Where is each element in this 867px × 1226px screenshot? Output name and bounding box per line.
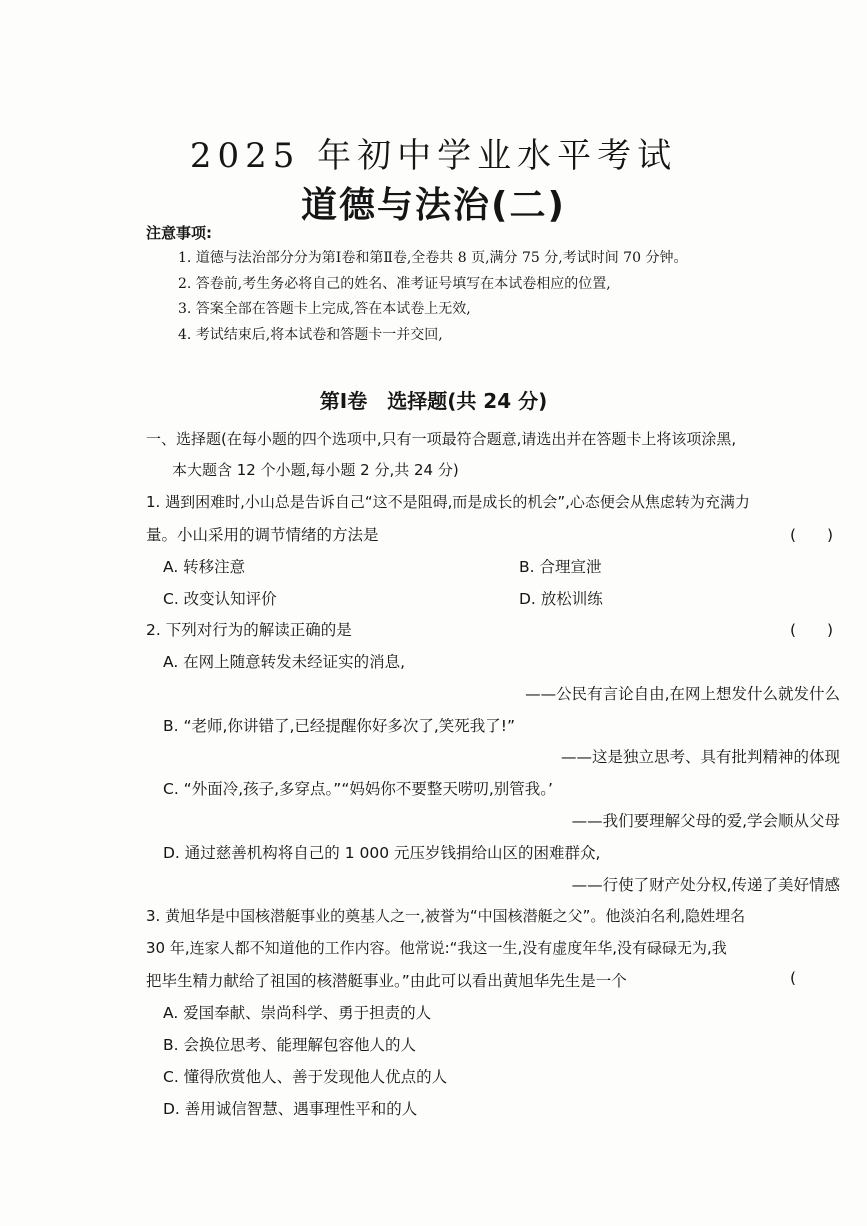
- q2-option-a: A. 在网上随意转发未经证实的消息,: [163, 653, 406, 671]
- q3-option-a: A. 爱国奉献、崇尚科学、勇于担责的人: [163, 1004, 432, 1022]
- notice-list: [178, 246, 838, 348]
- q2-answer-paren: ( ): [790, 621, 834, 639]
- q2-option-d-interpretation: ——行使了财产处分权,传递了美好情感: [571, 876, 840, 894]
- q1-stem-cont: 量。小山采用的调节情绪的方法是: [146, 526, 379, 544]
- q1-stem: 1. 遇到困难时,小山总是告诉自己“这不是阻碍,而是成长的机会”,心态便会从焦虑转为充满力: [146, 493, 750, 511]
- q3-stem-cont1: 30 年,连家人都不知道他的工作内容。他常说:“我这一生,没有虚度年华,没有碌碌无为,我: [146, 939, 727, 957]
- q3-stem-cont2: 把毕生精力献给了祖国的核潜艇事业。”由此可以看出黄旭华先生是一个: [146, 972, 627, 990]
- notice-item: 2. 答卷前,考生务必将自己的姓名、准考证号填写在本试卷相应的位置,: [178, 275, 611, 292]
- q3-option-b: B. 会换位思考、能理解包容他人的人: [163, 1036, 416, 1054]
- q3-answer-paren: (: [790, 969, 797, 987]
- q1-option-d: D. 放松训练: [519, 590, 603, 608]
- q1-answer-paren: ( ): [790, 526, 834, 544]
- notice-heading: 注意事项:: [146, 224, 212, 242]
- q2-option-c: C. “外面冷,孩子,多穿点。”“妈妈你不要整天唠叨,别管我。’: [163, 780, 553, 798]
- section-title: 第Ⅰ卷 选择题(共 24 分): [319, 389, 548, 413]
- q2-option-b-interpretation: ——这是独立思考、具有批判精神的体现: [560, 748, 840, 766]
- exam-title: 2025 年初中学业水平考试: [189, 136, 678, 176]
- notice-item: 1. 道德与法治部分分为第Ⅰ卷和第Ⅱ卷,全卷共 8 页,满分 75 分,考试时间 70 分钟。: [178, 250, 688, 266]
- q1-option-a: A. 转移注意: [163, 558, 246, 576]
- q2-option-d: D. 通过慈善机构将自己的 1 000 元压岁钱捐给山区的困难群众,: [163, 844, 601, 862]
- q2-option-c-interpretation: ——我们要理解父母的爱,学会顺从父母: [571, 812, 840, 830]
- q2-option-a-interpretation: ——公民有言论自由,在网上想发什么就发什么: [525, 685, 840, 703]
- q2-stem: 2. 下列对行为的解读正确的是: [146, 621, 352, 639]
- exam-subject-title: 道德与法治(二): [301, 185, 566, 226]
- q1-option-b: B. 合理宣泄: [519, 558, 602, 576]
- q1-option-c: C. 改变认知评价: [163, 590, 277, 608]
- notice-item: 3. 答案全部在答题卡上完成,答在本试卷上无效,: [178, 301, 471, 317]
- section-instructions-cont: 本大题含 12 个小题,每小题 2 分,共 24 分): [172, 461, 459, 479]
- q3-option-d: D. 善用诚信智慧、遇事理性平和的人: [163, 1100, 418, 1118]
- q3-option-c: C. 懂得欣赏他人、善于发现他人优点的人: [163, 1068, 448, 1086]
- q2-option-b: B. “老师,你讲错了,已经提醒你好多次了,笑死我了!”: [163, 717, 516, 735]
- q3-stem: 3. 黄旭华是中国核潜艇事业的奠基人之一,被誉为“中国核潜艇之父”。他淡泊名利,隐姓埋名: [146, 907, 746, 925]
- notice-item: 4. 考试结束后,将本试卷和答题卡一并交回,: [178, 326, 443, 343]
- section-instructions: 一、选择题(在每小题的四个选项中,只有一项最符合题意,请选出并在答题卡上将该项涂黑,: [146, 430, 737, 448]
